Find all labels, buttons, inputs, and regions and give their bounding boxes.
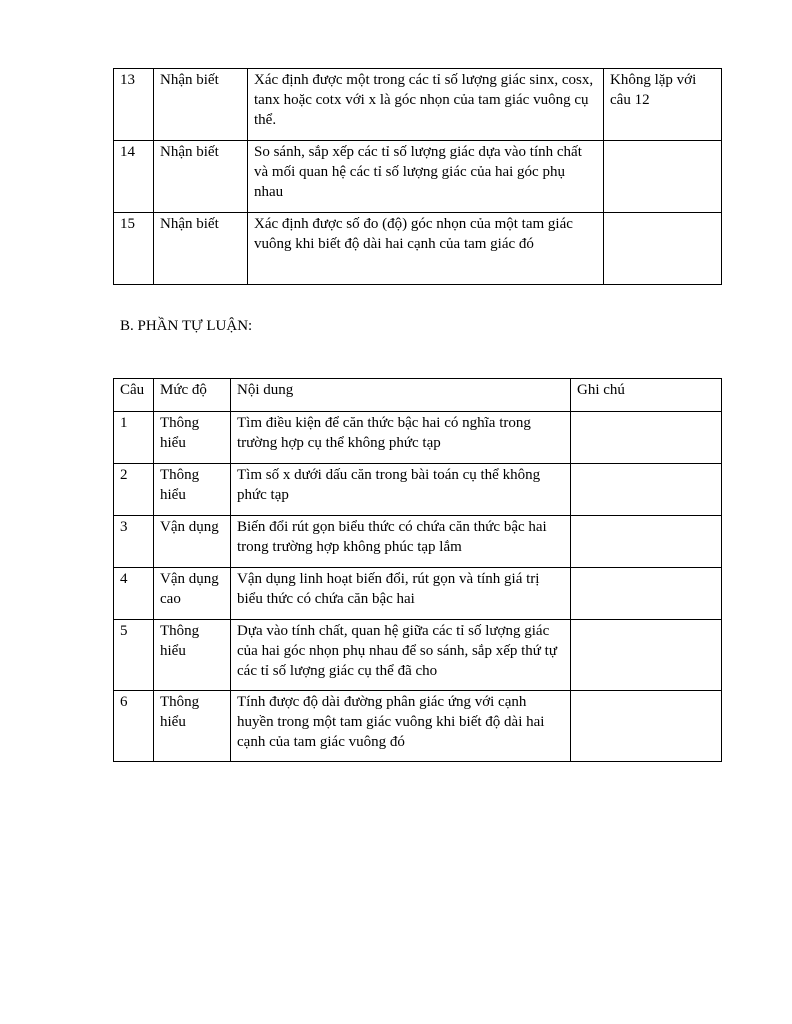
header-content: Nội dung	[231, 379, 571, 412]
table-row	[114, 69, 722, 141]
table-header-row	[114, 379, 722, 412]
level-cell: Vận dụng cao	[154, 568, 231, 620]
content-cell: So sánh, sắp xếp các tỉ số lượng giác dựa vào tính chất và mối quan hệ các tỉ số lượng giác của hai góc phụ nhau	[248, 141, 604, 213]
table-row	[114, 620, 722, 691]
level-cell: Thông hiểu	[154, 691, 231, 762]
note-cell	[604, 141, 722, 213]
header-question: Câu	[114, 379, 154, 412]
content-cell: Xác định được một trong các tỉ số lượng giác sinx, cosx, tanx hoặc cotx với x là góc nhọn của tam giác vuông cụ thể.	[248, 69, 604, 141]
question-number: 4	[114, 568, 154, 620]
level-cell: Nhận biết	[154, 213, 248, 285]
question-number: 14	[114, 141, 154, 213]
content-cell: Biến đổi rút gọn biểu thức có chứa căn thức bậc hai trong trường hợp không phúc tạp lắm	[231, 516, 571, 568]
question-number: 1	[114, 412, 154, 464]
note-cell	[571, 516, 722, 568]
content-cell: Dựa vào tính chất, quan hệ giữa các tỉ số lượng giác của hai góc nhọn phụ nhau để so sánh, sắp xếp thứ tự các tỉ số lượng giác cụ thể đã cho	[231, 620, 571, 691]
header-level: Mức độ	[154, 379, 231, 412]
level-cell: Nhận biết	[154, 69, 248, 141]
level-cell: Thông hiểu	[154, 412, 231, 464]
table-row	[114, 213, 722, 285]
section-heading: B. PHẦN TỰ LUẬN:	[120, 318, 253, 334]
question-number: 15	[114, 213, 154, 285]
table-row	[114, 516, 722, 568]
note-cell	[571, 691, 722, 762]
content-cell: Tìm điều kiện để căn thức bậc hai có nghĩa trong trường hợp cụ thể không phức tạp	[231, 412, 571, 464]
question-number: 3	[114, 516, 154, 568]
question-number: 13	[114, 69, 154, 141]
level-cell: Thông hiểu	[154, 620, 231, 691]
content-cell: Tìm số x dưới dấu căn trong bài toán cụ thể không phức tạp	[231, 464, 571, 516]
note-cell	[571, 620, 722, 691]
note-cell: Không lặp với câu 12	[604, 69, 722, 141]
content-cell: Tính được độ dài đường phân giác ứng với cạnh huyền trong một tam giác vuông khi biết độ dài hai cạnh của tam giác vuông đó	[231, 691, 571, 762]
question-number: 5	[114, 620, 154, 691]
question-number: 2	[114, 464, 154, 516]
note-cell	[571, 464, 722, 516]
header-note: Ghi chú	[571, 379, 722, 412]
level-cell: Nhận biết	[154, 141, 248, 213]
note-cell	[571, 412, 722, 464]
question-number: 6	[114, 691, 154, 762]
content-cell: Xác định được số đo (độ) góc nhọn của một tam giác vuông khi biết độ dài hai cạnh của tam giác đó	[248, 213, 604, 285]
content-cell: Vận dụng linh hoạt biến đổi, rút gọn và tính giá trị biểu thức có chứa căn bậc hai	[231, 568, 571, 620]
table-row	[114, 568, 722, 620]
level-cell: Thông hiểu	[154, 464, 231, 516]
note-cell	[604, 213, 722, 285]
table-row	[114, 691, 722, 762]
level-cell: Vận dụng	[154, 516, 231, 568]
table-row	[114, 464, 722, 516]
table-row	[114, 141, 722, 213]
table-row	[114, 412, 722, 464]
note-cell	[571, 568, 722, 620]
criteria-table-top	[113, 68, 722, 285]
criteria-table-bottom	[113, 378, 722, 762]
